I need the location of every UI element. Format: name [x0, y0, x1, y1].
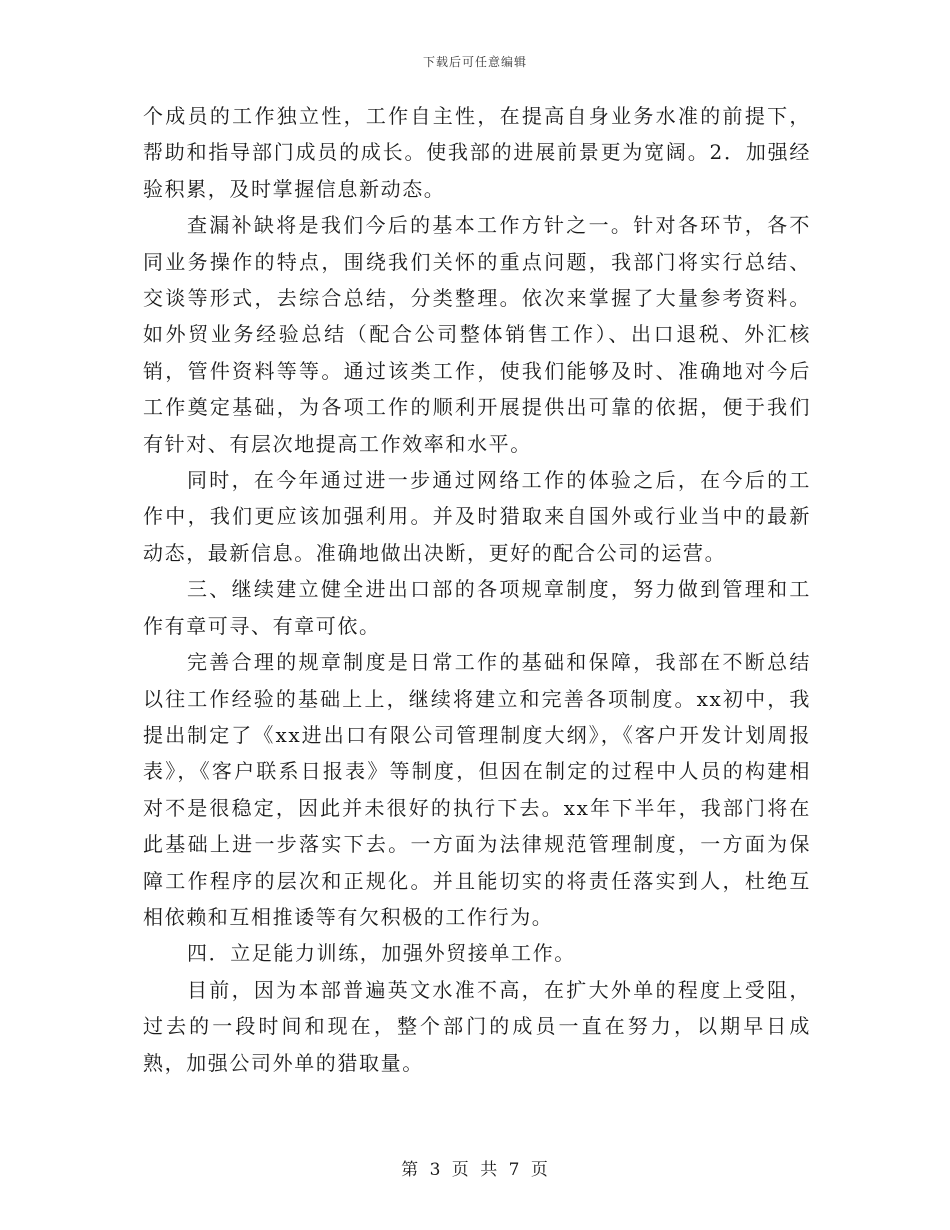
section-heading-3: 三、继续建立健全进出口部的各项规章制度，努力做到管理和工作有章可寻、有章可依。 — [143, 577, 811, 638]
paragraph-1: 个成员的工作独立性，工作自主性，在提高自身业务水准的前提下，帮助和指导部门成员的成长。使我部的进展前景更为宽阔。2．加强经验积累，及时掌握信息新动态。 — [143, 104, 811, 201]
page-header: 下载后可任意编辑 — [422, 55, 527, 69]
page-footer: 第 3 页 共 7 页 — [401, 1160, 549, 1180]
paragraph-3: 同时，在今年通过进一步通过网络工作的体验之后，在今后的工作中，我们更应该加强利用。并及时猎取来自国外或行业当中的最新动态，最新信息。准确地做出决断，更好的配合公司的运营。 — [143, 468, 811, 565]
document-body — [143, 98, 811, 1081]
section-heading-4: 四．立足能力训练，加强外贸接单工作。 — [187, 941, 576, 966]
paragraph-7: 目前，因为本部普遍英文水准不高，在扩大外单的程度上受阻，过去的一段时间和现在，整个部门的成员一直在努力，以期早日成熟，加强公司外单的猎取量。 — [143, 977, 811, 1075]
paragraph-2: 查漏补缺将是我们今后的基本工作方针之一。针对各环节，各不同业务操作的特点，围绕我们关怀的重点问题，我部门将实行总结、交谈等形式，去综合总结，分类整理。依次来掌握了大量参考资料。如外贸业务经验总结（配合公司整体销售工作）、出口退税、外汇核销，管件资料等等。通过该类工作，使我们能够及时、准确地对今后工作奠定基础，为各项工作的顺利开展提供出可靠的依据，便于我们有针对、有层次地提高工作效率和水平。 — [143, 213, 811, 456]
paragraph-5: 完善合理的规章制度是日常工作的基础和保障，我部在不断总结以往工作经验的基础上上，继续将建立和完善各项制度。xx初中，我提出制定了《xx进出口有限公司管理制度大纲》，《客户开发计划周报表》，《客户联系日报表》等制度，但因在制定的过程中人员的构建相对不是很稳定，因此并未很好的执行下去。xx年下半年，我部门将在此基础上进一步落实下去。一方面为法律规范管理制度，一方面为保障工作程序的层次和正规化。并且能切实的将责任落实到人，杜绝互相依赖和互相推诿等有欠积极的工作行为。 — [143, 650, 811, 929]
